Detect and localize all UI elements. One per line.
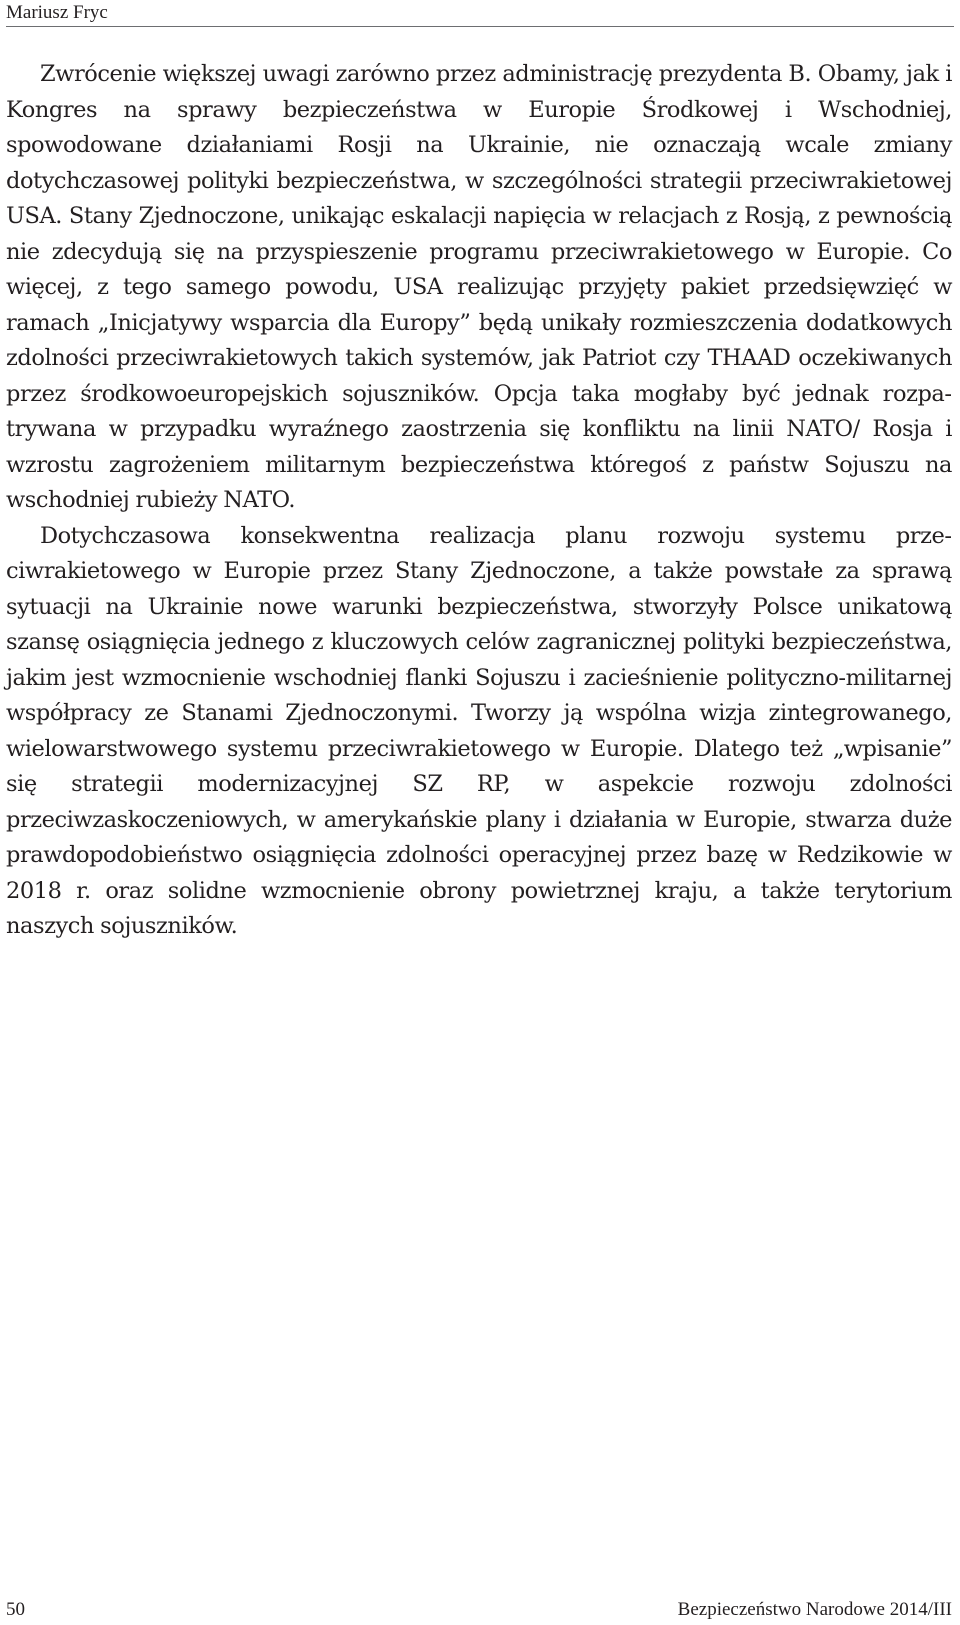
paragraph-2: Dotychczasowa konsekwentna realizacja planu rozwoju systemu przeciwrakietowego w Europie przez Stany Zjednoczone, a także powstałe za sprawą sytuacji na Ukrainie nowe warunki bezpieczeństwa, stworzyły Polsce unikatową szansę osiągnięcia jednego z kluczowych celów zagranicznej polityki bezpieczeństwa, jakim jest wzmocnienie wschodniej flanki Sojuszu i zacieśnienie polityczno-militarnej współpracy ze Stanami Zjednoczonymi. Tworzy ją wspólna wizja zintegrowanego, wielowarstwowego systemu przeciwrakietowego w Europie. Dlatego też „wpisanie” się strategii modernizacyjnej SZ RP, w aspekcie rozwoju zdolności przeciwzaskoczeniowych, w amerykańskie plany i działania w Europie, stwarza duże prawdopodobieństwo osiągnięcia zdolności operacyjnej przez bazę w Redzikowie w 2018 r. oraz solidne wzmocnienie obrony powietrznej kraju, a także terytorium naszych sojuszników. [6, 522, 952, 939]
journal-footer: Bezpieczeństwo Narodowe 2014/III [677, 1599, 952, 1620]
header-rule [6, 26, 954, 27]
paragraph-1: Zwrócenie większej uwagi zarówno przez administrację prezydenta B. Obamy, jak i Kongres na sprawy bezpieczeństwa w Europie Środkowej i Wschodniej, spowodowane działaniami Rosji na Ukrainie, nie oznaczają wcale zmiany dotychczasowej polityki bezpieczeństwa, w szczególności strategii przeciwrakietowej USA. Stany Zjednoczone, unikając eskalacji napięcia w relacjach z Rosją, z pewnością nie zdecydują się na przyspieszenie programu przeciwrakietowego w Europie. Co więcej, z tego samego powodu, USA realizując przyjęty pakiet przedsięwzięć w ramach „Inicjatywy wsparcia dla Europy” będą unikały rozmieszczenia dodatkowych zdolności przeciwrakietowych takich systemów, jak Patriot czy THAAD oczekiwanych przez środkowoeuropejskich sojuszników. Opcja taka mogłaby być jednak rozpatrywana w przypadku wyraźnego zaostrzenia się konfliktu na linii NATO/ Rosja i wzrostu zagrożeniem militarnym bezpieczeństwa któregoś z państw Sojuszu na wschodniej rubieży NATO. [6, 61, 952, 513]
article-body [6, 57, 952, 945]
running-head-author: Mariusz Fryc [6, 2, 108, 23]
page-number: 50 [6, 1599, 25, 1620]
